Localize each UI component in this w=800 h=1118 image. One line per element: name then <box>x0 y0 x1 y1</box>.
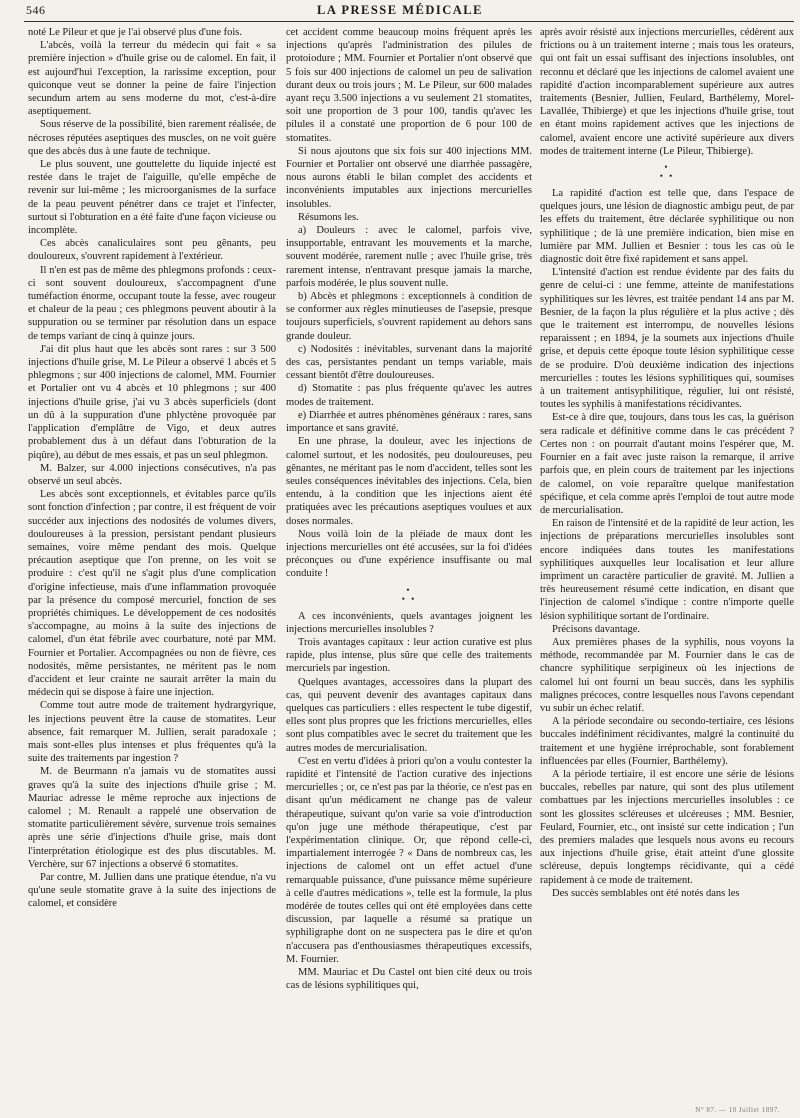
paragraph: noté Le Pileur et que je l'ai observé plus d'une fois. <box>28 27 243 38</box>
paragraph: Des succès semblables ont été notés dans les <box>552 887 740 899</box>
paragraph: J'ai dit plus haut que les abcès sont rares : sur 3 500 injections d'huile grise, M. Le Pileur a observé 1 abcès et 5 phlegmons ; sur 400 injections de calomel, MM. Fournier et Portalier ont vu 4 abcès et 10 phlegmons ; sur 400 injections d'huile grise, j'ai vu 3 abcès superficiels (dont un dû à la suppuration d'une phlyctène provoquée par l'application d'emplâtre de Vigo, et deux autres probablement dus à un défaut dans l'obturation de la piqûre), au début de mes essais, et pas un seul phlegmon. <box>28 343 276 461</box>
paragraph: A la période secondaire ou secondo-tertiaire, ces lésions buccales indéfiniment récidivantes, malgré la continuité du traitement et une hygiène irréprochable, sont forablement influencées par elles (Fournier, Barthélemy). <box>540 716 794 767</box>
paragraph: Si nous ajoutons que six fois sur 400 injections MM. Fournier et Portalier ont observé une diarrhée passagère, nous aurons établi le bilan complet des accidents et inconvénients imputables aux injections mercurielles insolubles. <box>286 145 532 210</box>
paragraph: Par contre, M. Jullien dans une pratique étendue, n'a vu qu'une seule stomatite grave à la suite des injections de calomel, et considère <box>28 872 276 910</box>
paragraph: e) Diarrhée et autres phénomènes généraux : rares, sans importance et sans gravité. <box>286 409 532 435</box>
page-header <box>0 0 800 20</box>
journal-title: LA PRESSE MÉDICALE <box>317 3 483 17</box>
paragraph: Les abcès sont exceptionnels, et évitables parce qu'ils sont fonction d'infection ; par contre, il est fréquent de voir succéder aux injections des nodosités de volumes divers, douloureuses à la pression, persistant pendant plusieurs semaines, voire même pendant des mois. Quelque précaution aseptique que l'on prenne, on les voit se produire : c'est qu'il ne s'agit plus d'une complication d'origine infectieuse, mais d'une inflammation provoquée par la présence du composé mercuriel, fonction de ses propriétés chimiques. Le développement de ces nodosités s'accompagne, au moins à la suite des injections de calomel, d'un état fébrile avec courbature, noté par MM. Fournier et Portalier. Accompagnées ou non de fièvre, ces nodosités, même persistantes, ne méritent pas le nom d'accident et leur crainte ne saurait arrêter la main du médecin qui se dispose à faire une injection. <box>28 489 276 699</box>
paragraph: Aux premières phases de la syphilis, nous voyons la méthode, recommandée par M. Fournier dans le cas de chancre syphilitique serpigineux où les injections de calomel lui ont fourni un beau succès, dans les syphilis malignes précoces, contre lesquelles nous l'avons cependant vu subir un échec relatif. <box>540 636 794 714</box>
paragraph: A la période tertiaire, il est encore une série de lésions buccales, rebelles par nature, qui sont des plus utilement combattues par les injections mercurielles insolubles : ce sont les glossites scléreuses et ulcéreuses ; MM. Besnier, Feulard, Fournier, etc., ont insisté sur cette indication ; l'un des premiers malades que lesquels nous avons eu recours aux injections d'huile grise, était atteint d'une glossite scléreuse, depuis longtemps récidivante, qui a cédé rapidement à ce mode de traitement. <box>540 768 794 886</box>
paragraph: L'abcès, voilà la terreur du médecin qui fait « sa première injection » d'huile grise ou de calomel. En fait, il est aujourd'hui l'exception, la rarissime exception, pour quiconque veut se donner la peine de faire l'injection secundum artem au sens moderne du mot, c'est-à-dire aseptiquement. <box>28 40 276 118</box>
paragraph: Ces abcès canaliculaires sont peu gênants, peu douloureux, s'ouvrent rapidement à l'extérieur. <box>28 238 276 263</box>
paragraph: Quelques avantages, accessoires dans la plupart des cas, qui peuvent devenir des avantages capitaux dans quelques cas particuliers : elles respectent le tube digestif, elles sont plus propres que les frictions mercurielles, elles sont plus compatibles avec le secret du traitement que les autres modes de mercurialisation. <box>286 676 532 754</box>
paragraph: En une phrase, la douleur, avec les injections de calomel surtout, et les nodosités, peu douloureuses, peu gênantes, ne méritant pas le nom d'accident, telles sont les seules conséquences inévitables des injections. Cela, bien entendu, à la condition que les injections aient été pratiquées avec les précautions aseptiques voulues et aux doses normales. <box>286 436 532 527</box>
paragraph: cet accident comme beaucoup moins fréquent après les injections qu'après l'administration des pilules de protoiodure ; MM. Fournier et Portalier n'ont observé que 5 fois sur 400 injections de calomel un peu de salivation durant deux ou trois jours ; M. Le Pileur, sur 600 malades ayant reçu 3.500 injections a vu seulement 21 stomatites, soit une proportion de 3 pour 100, tandis qu'avec les pilules il a constaté une proportion de 6 pour 100 de stomatites. <box>286 27 532 144</box>
paragraph: c) Nodosités : inévitables, survenant dans la majorité des cas, persistantes pendant un temps variable, mais cessant bientôt d'être douloureuses. <box>286 343 532 382</box>
text-column-left <box>28 26 276 1108</box>
paragraph: après avoir résisté aux injections mercurielles, cédèrent aux frictions ou à un traitement interne ; mais tous les orateurs, qui ont fait un essai suffisant des injections insolubles, ont reconnu et déclaré que les injections de calomel avaient une rapidité d'action incomparablement supérieure aux autres traitements (Besnier, Jullien, Feulard, Barthélemy, Morel-Lavallée, Thibierge) et que les injections d'huile grise, tout en étant moins rapidement actives que les injections de calomel, avaient encore une activité supérieure aux divers modes de traitement interne (Le Pileur, Thibierge). <box>540 27 794 157</box>
paragraph: A ces inconvénients, quels avantages joignent les injections mercurielles insolubles ? <box>286 610 532 635</box>
paragraph: Nous voilà loin de la pléiade de maux dont les injections mercurielles ont été accusées, sur la foi d'idées préconçues ou d'une expérience insuffisante ou mal conduite ! <box>286 528 532 580</box>
paragraph: La rapidité d'action est telle que, dans l'espace de quelques jours, une lésion de diagnostic ambigu peut, de par les effets du traitement, être déclarée syphilitique ou non syphilitique ; de là une première indication, bien mise en lumière par MM. Jullien et Besnier : tous les cas où le diagnostic doit être fixé rapidement et sans appel. <box>540 188 794 266</box>
paragraph: M. Balzer, sur 4.000 injections consécutives, n'a pas observé un seul abcès. <box>28 462 276 487</box>
paragraph: Trois avantages capitaux : leur action curative est plus rapide, plus intense, plus sûre que celle des traitements mercuriels par ingestion. <box>286 636 532 675</box>
paragraph: En raison de l'intensité et de la rapidité de leur action, les injections de préparations mercurielles insolubles sont encore indiquées dans toutes les manifestations syphilitiques auxquelles leur localisation et leur allure impriment un caractère particulier de gravité. M. Jullien a très heureusement résumé cette indication, en disant que l'injection de calomel s'indique : contre n'importe quelle lésion syphilitique sortant de l'ordinaire. <box>540 518 794 622</box>
text-column-right <box>540 26 794 1108</box>
paragraph: Est-ce à dire que, toujours, dans tous les cas, la guérison sera radicale et définitive comme dans le cas précédent ? Certes non : on pourrait d'autant moins l'espérer que, M. Fournier en a fait avec juste raison la remarque, il arrive parfois que, en plein cours de traitement par les injections de calomel, on voie reparaître quelque manifestation spécifique, et cela comme après l'emploi de tout autre mode de mercurialisation. <box>540 412 794 516</box>
paragraph: C'est en vertu d'idées à priori qu'on a voulu contester la rapidité et l'intensité de l'action curative des injections mercurielles ; or, ce n'est pas par la théorie, ce n'est pas en disant qu'un médicament ne change pas de valeur thérapeutique, suivant qu'on varie sa voie d'introduction qu'on juge une méthode thérapeutique, c'est par l'expérimentation clinique. Or, que répond celle-ci, impartialement interrogée ? « Dans de nombreux cas, les injections de calomel ont un effet actuel d'une remarquable puissance, d'une puissance même supérieure à celle d'autres médications », telle est la formule, la plus modérée de toutes celles qui ont été employées dans cette discussion, par laquelle a résumé sa pratique un syphiligraphe dont on ne suspectera pas le dire et qu'on n'accusera pas d'enthousiasmes thérapeutiques excessifs, M. Fournier. <box>286 755 532 965</box>
paragraph: Précisons davantage. <box>552 623 641 635</box>
paragraph: Comme tout autre mode de traitement hydrargyrique, les injections peuvent être la cause de stomatites. Leur absence, fait remarquer M. Jullien, serait paradoxale ; mais sont-elles plus intenses et plus fréquentes qu'à la suite des traitements par ingestion ? <box>28 700 276 765</box>
text-column-middle <box>286 26 532 1108</box>
paragraph: b) Abcès et phlegmons : exceptionnels à condition de se conformer aux règles minutieuses de l'asepsie, presque toujours superficiels, s'ouvrent rapidement au dehors sans grande douleur. <box>286 291 532 342</box>
paragraph: d) Stomatite : pas plus fréquente qu'avec les autres modes de traitement. <box>286 383 532 408</box>
footer-stamp: N° 87. — 10 Juillet 1897. <box>695 1106 780 1114</box>
paragraph: MM. Mauriac et Du Castel ont bien cité deux ou trois cas de lésions syphilitiques qui, <box>286 967 532 992</box>
paragraph: Sous réserve de la possibilité, bien rarement réalisée, de nécroses réputées aseptiques des muscles, on ne voit guère que des abcès dus à une faute de technique. <box>28 119 276 157</box>
paragraph: a) Douleurs : avec le calomel, parfois vive, insupportable, entravant les mouvements et la marche, souvent modérée, rarement nulle ; avec l'huile grise, très rarement intense, n'entravant presque jamais la marche, parfois modérée, le plus souvent nulle. <box>286 225 532 289</box>
paragraph: Il n'en est pas de même des phlegmons profonds : ceux-ci sont souvent douloureux, s'accompagnent d'une tuméfaction énorme, occupant toute la fesse, avec rougeur et chaleur de la peau ; ces phlegmons peuvent aboutir à la suppuration ou se terminer par résolution dans un espace de temps variant de cinq à quinze jours. <box>28 264 276 342</box>
header-rule <box>24 21 794 22</box>
paragraph: Résumons les. <box>298 211 359 223</box>
paragraph: M. de Beurmann n'a jamais vu de stomatites aussi graves qu'à la suite des injections d'huile grise ; M. Mauriac adresse le même reproche aux injections de calomel ; M. Renault a rappelé une observation de stomatite particulièrement sévère, survenue trois semaines après une série d'injections d'huile grise, mais dont l'interprétation étiologique est des plus discutables. M. Verchère, sur 67 injections a observé 6 stomatites. <box>28 766 276 870</box>
section-separator: • • • <box>401 584 417 604</box>
section-separator: • • • <box>659 162 675 182</box>
page-number: 546 <box>26 3 46 17</box>
paragraph: L'intensité d'action est rendue évidente par des faits du genre de celui-ci : une femme, atteinte de manifestations syphilitiques sur les lèvres, est traitée pendant 14 ans par M. Besnier, de la façon la plus régulière et la plus active ; dès que le traitement est interrompu, de nouvelles lésions reparaissent ; en 1894, je la soumets aux injections d'huile grise, et depuis cette époque toute lésion syphilitique cesse de se produire. D'où deuxième indication des injections mercurielles : toutes les lésions syphilitiques qui, soumises à un traitement antisyphilitique, régulier, lui ont résisté, toutes les syphilis à manifestations récidivantes. <box>540 267 794 411</box>
paragraph: Le plus souvent, une gouttelette du liquide injecté est restée dans le trajet de l'aiguille, qu'elle empêche de revenir sur lui-même ; les microorganismes de la surface de la peau peuvent pénétrer dans ce trajet et l'infecter, surtout si l'obturation en a été faite d'une façon vicieuse ou incomplète. <box>28 159 276 237</box>
